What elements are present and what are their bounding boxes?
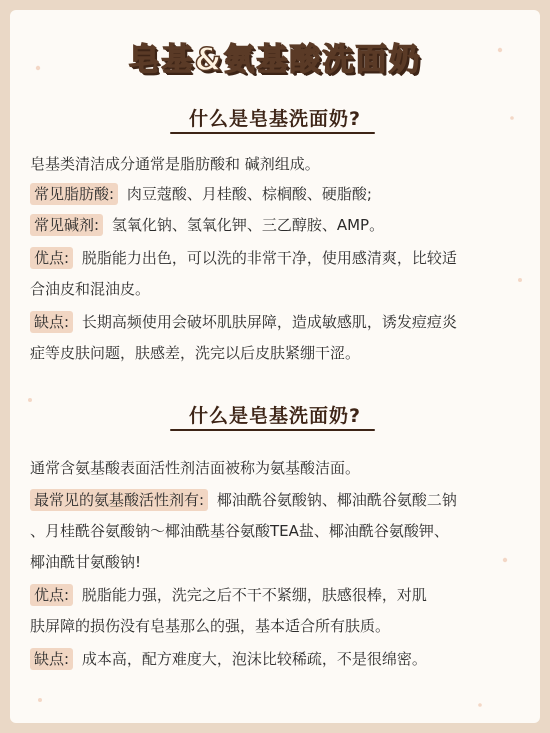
alkali-label: 常见碱剂: (30, 214, 103, 236)
section1-cons-line (30, 311, 457, 333)
section1-pros-label: 优点: (30, 247, 73, 269)
section2-heading: 什么是皂基洗面奶? (188, 405, 362, 427)
fatty-acids-label: 常见脂肪酸: (30, 183, 118, 205)
section1-pros-line (30, 247, 457, 269)
section2-pros-cont: 肤屏障的损伤没有皂基那么的强，基本适合所有肤质。 (30, 617, 391, 635)
section1-intro: 皂基类清洁成分通常是脂肪酸和 碱剂组成。 (30, 155, 320, 173)
section1-pros-text: 脱脂能力出色，可以洗的非常干净，使用感清爽，比较适 (77, 249, 457, 267)
section2-pros-line (30, 584, 427, 606)
section1-underline (170, 132, 375, 134)
surfactants-cont1: 、月桂酰谷氨酸钠～椰油酰基谷氨酸TEA盐、椰油酰谷氨酸钾、 (30, 522, 449, 540)
surfactants-label: 最常见的氨基酸活性剂有: (30, 489, 208, 511)
section1-heading-block (0, 104, 550, 144)
main-title: 皂基&氨基酸洗面奶 (128, 42, 422, 78)
section1-cons-label: 缺点: (30, 311, 73, 333)
surfactants-line (30, 489, 457, 511)
section2-cons-line (30, 648, 427, 670)
surfactants-cont2: 椰油酰甘氨酸钠! (30, 553, 142, 571)
section1-pros-cont: 合油皮和混油皮。 (30, 280, 151, 298)
section2-cons-text: 成本高，配方难度大，泡沫比较稀疏，不是很绵密。 (77, 650, 427, 668)
section2-pros-label: 优点: (30, 584, 73, 606)
alkali-text: 氢氧化钠、氢氧化钾、三乙醇胺、AMP。 (107, 216, 385, 234)
section2-underline (170, 429, 375, 431)
surfactants-text: 椰油酰谷氨酸钠、椰油酰谷氨酸二钠 (212, 491, 457, 509)
alkali-line (30, 214, 384, 236)
section2-heading-block (0, 401, 550, 441)
section1-cons-cont: 症等皮肤问题，肤感差，洗完以后皮肤紧绷干涩。 (30, 344, 361, 362)
section2-intro: 通常含氨基酸表面活性剂洁面被称为氨基酸洁面。 (30, 459, 361, 477)
section2-pros-text: 脱脂能力强，洗完之后不干不紧绷，肤感很棒，对肌 (77, 586, 427, 604)
fatty-acids-line (30, 183, 372, 205)
fatty-acids-text: 肉豆蔻酸、月桂酸、棕榈酸、硬脂酸; (122, 185, 372, 203)
section1-heading: 什么是皂基洗面奶? (188, 108, 362, 130)
section1-cons-text: 长期高频使用会破坏肌肤屏障，造成敏感肌，诱发痘痘炎 (77, 313, 457, 331)
section2-cons-label: 缺点: (30, 648, 73, 670)
